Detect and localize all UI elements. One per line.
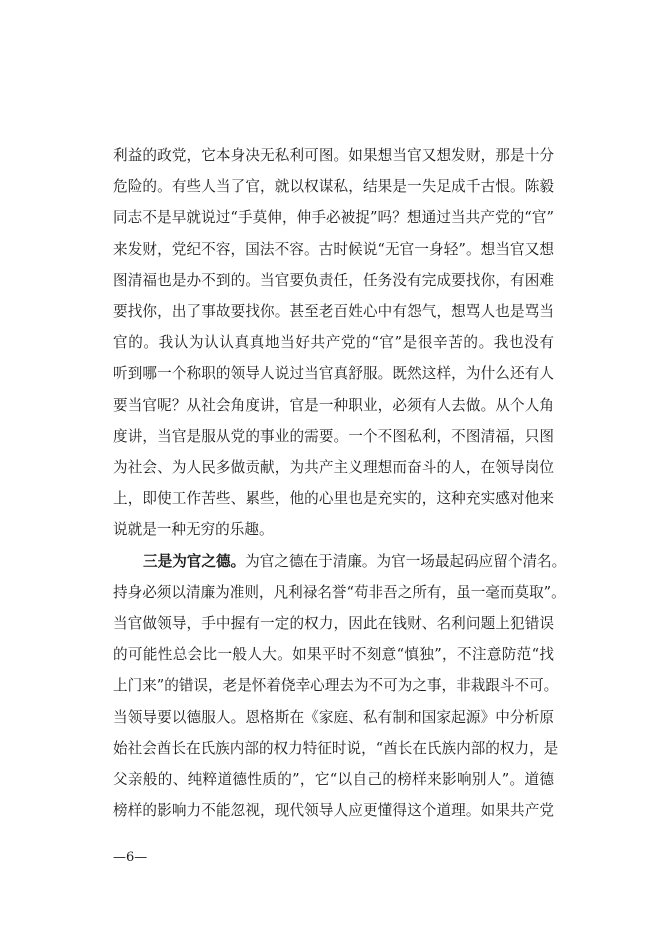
text-line: 图清福也是办不到的。当官要负责任，任务没有完成要找你，有困难 <box>113 271 554 289</box>
text-line: 官的。我认为认认真真地当好共产党的“官”是很辛苦的。我也没有 <box>113 334 554 352</box>
text-line: 同志不是早就说过“手莫伸，伸手必被捉”吗？想通过当共产党的“官” <box>113 209 554 227</box>
text-line: 要当官呢？从社会角度讲，官是一种职业，必须有人去做。从个人角 <box>113 396 554 414</box>
text-line: 上门来”的错误，老是怀着侥幸心理去为不可为之事，非栽跟斗不可。 <box>113 677 559 695</box>
text-line: 利益的政党，它本身决无私利可图。如果想当官又想发财，那是十分 <box>113 147 554 164</box>
text-run: 为官之德在于清廉。为官一场最起码应留个清名。 <box>245 552 567 570</box>
text-line: 上，即使工作苦些、累些，他的心里也是充实的，这种充实感对他来 <box>113 490 554 508</box>
text-line: 榜样的影响力不能忽视，现代领导人应更懂得这个道理。如果共产党 <box>113 802 554 820</box>
section-heading: 三是为官之德。 <box>143 552 246 570</box>
text-line: 的可能性总会比一般人大。如果平时不刻意“慎独”，不注意防范“找 <box>113 646 554 664</box>
text-line: 始社会酋长在氏族内部的权力特征时说，“酋长在氏族内部的权力，是 <box>113 739 559 757</box>
text-line: 说就是一种无穷的乐趣。 <box>113 521 274 539</box>
text-line: 要找你，出了事故要找你。甚至老百姓心中有怨气，想骂人也是骂当 <box>113 303 554 320</box>
text-line: 当领导要以德服人。恩格斯在《家庭、私有制和国家起源》中分析原 <box>113 708 554 726</box>
text-line <box>143 551 567 573</box>
text-line: 来发财，党纪不容，国法不容。古时候说“无官一身轻”。想当官又想 <box>113 240 554 258</box>
text-line: 度讲，当官是服从党的事业的需要。一个不图私利，不图清福，只图 <box>113 427 554 445</box>
text-line: 危险的。有些人当了官，就以权谋私，结果是一失足成千古恨。陈毅 <box>113 178 554 196</box>
text-line: 当官做领导，手中握有一定的权力，因此在钱财、名利问题上犯错误 <box>113 615 554 632</box>
page-number: —6— <box>113 850 148 865</box>
text-line: 为社会、为人民多做贡献，为共产主义理想而奋斗的人，在领导岗位 <box>113 459 554 476</box>
text-line: 持身必须以清廉为准则，凡利禄名誉“苟非吾之所有，虽一毫而莫取”。 <box>113 583 566 601</box>
text-line: 父亲般的、纯粹道德性质的”，它“以自己的榜样来影响别人”。道德 <box>113 771 554 788</box>
text-line: 听到哪一个称职的领导人说过当官真舒服。既然这样，为什么还有人 <box>113 365 554 383</box>
